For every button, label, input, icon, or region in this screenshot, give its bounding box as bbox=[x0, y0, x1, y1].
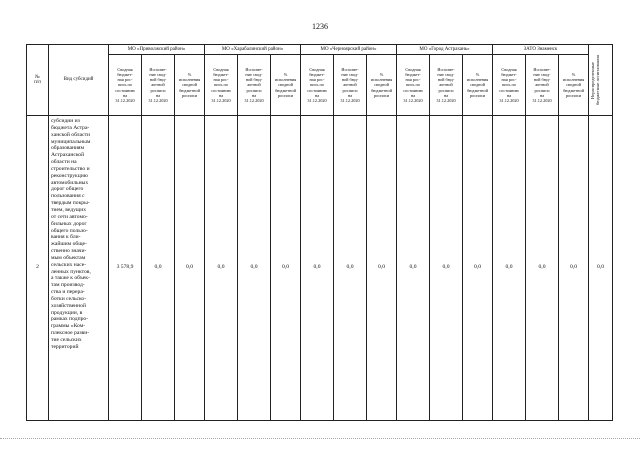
page-number: 1236 bbox=[312, 22, 328, 31]
cell-value: 0,0 bbox=[175, 116, 205, 421]
cell-value: 0,0 bbox=[142, 116, 175, 421]
group-header-astrakhan: МО «Город Астрахань» bbox=[397, 45, 493, 55]
subheader-percent: % исполнения сводной бюджетной росписи bbox=[175, 55, 205, 116]
subsidy-type-header: Вид субсидий bbox=[49, 45, 109, 116]
subheader-budget-list: Сводная бюджет- ная рос- пись по состоянию на 31.12.2020 bbox=[493, 55, 526, 116]
subheader-budget-list: Сводная бюджет- ная рос- пись по состоянию на 31.12.2020 bbox=[397, 55, 430, 116]
cell-value: 0,0 bbox=[301, 116, 334, 421]
cell-value: 0,0 bbox=[493, 116, 526, 421]
group-header-privolzhsky: МО «Приволжский район» bbox=[109, 45, 205, 55]
subheader-execution: Исполне- ние свод- ной бюд- жетной росписи на 31.12.2020 bbox=[238, 55, 271, 116]
row-number-header: № п/п bbox=[27, 45, 49, 116]
group-header-znamensk: ЗАТО Знаменск bbox=[493, 45, 589, 55]
scan-artifact-line bbox=[0, 438, 640, 440]
cell-value: 0,0 bbox=[589, 116, 613, 421]
subheader-execution: Исполне- ние свод- ной бюд- жетной росписи на 31.12.2020 bbox=[142, 55, 175, 116]
cell-value: 0,0 bbox=[397, 116, 430, 421]
subheader-percent: % исполнения сводной бюджетной росписи bbox=[463, 55, 493, 116]
cell-value: 0,0 bbox=[271, 116, 301, 421]
subheader-budget-list: Сводная бюджет- ная рос- пись по состоянию на 31.12.2020 bbox=[109, 55, 142, 116]
subheader-budget-list: Сводная бюджет- ная рос- пись по состоянию на 31.12.2020 bbox=[205, 55, 238, 116]
subheader-percent: % исполнения сводной бюджетной росписи bbox=[271, 55, 301, 116]
cell-value: 0,0 bbox=[367, 116, 397, 421]
group-header-kharabalinsky: МО «Харабалинский район» bbox=[205, 45, 301, 55]
group-header-chernoyarsky: МО «Черноярский район» bbox=[301, 45, 397, 55]
cell-value: 0,0 bbox=[463, 116, 493, 421]
undistributed-header: Нераспределенные бюджетные ассигнования bbox=[589, 45, 613, 116]
subheader-percent: % исполнения сводной бюджетной росписи bbox=[559, 55, 589, 116]
subheader-percent: % исполнения сводной бюджетной росписи bbox=[367, 55, 397, 116]
cell-value: 0,0 bbox=[559, 116, 589, 421]
row-number: 2 bbox=[27, 116, 49, 421]
cell-value: 0,0 bbox=[526, 116, 559, 421]
subheader-execution: Исполне- ние свод- ной бюд- жетной росписи на 31.12.2020 bbox=[334, 55, 367, 116]
table-row bbox=[27, 116, 613, 421]
cell-value: 0,0 bbox=[205, 116, 238, 421]
subheader-execution: Исполне- ние свод- ной бюд- жетной росписи на 31.12.2020 bbox=[430, 55, 463, 116]
cell-value: 0,0 bbox=[238, 116, 271, 421]
subheader-execution: Исполне- ние свод- ной бюд- жетной росписи на 31.12.2020 bbox=[526, 55, 559, 116]
cell-value: 0,0 bbox=[334, 116, 367, 421]
subheader-budget-list: Сводная бюджет- ная рос- пись по состоянию на 31.12.2020 bbox=[301, 55, 334, 116]
cell-value: 0,0 bbox=[430, 116, 463, 421]
subsidy-description: субсидии из бюджета Астра- ханской области муниципальным образованиям Астраханской области на строительство и реконструкцию автомобильных дорог общего пользования с твердым покры- тием, ведущих от сети автомо- бильных дорог общего пользо- вания к бли- жайшим обще- ственно значи- мым объектам сельских насе- ленных пунктов, а также к объек- там производ- ства и перера- ботки сельско- хозяйственной продукции, в рамках подпро- граммы «Ком- плексное разви- тие сельских территорий bbox=[49, 116, 109, 421]
cell-value: 3 578,9 bbox=[109, 116, 142, 421]
subsidy-table bbox=[26, 44, 613, 421]
